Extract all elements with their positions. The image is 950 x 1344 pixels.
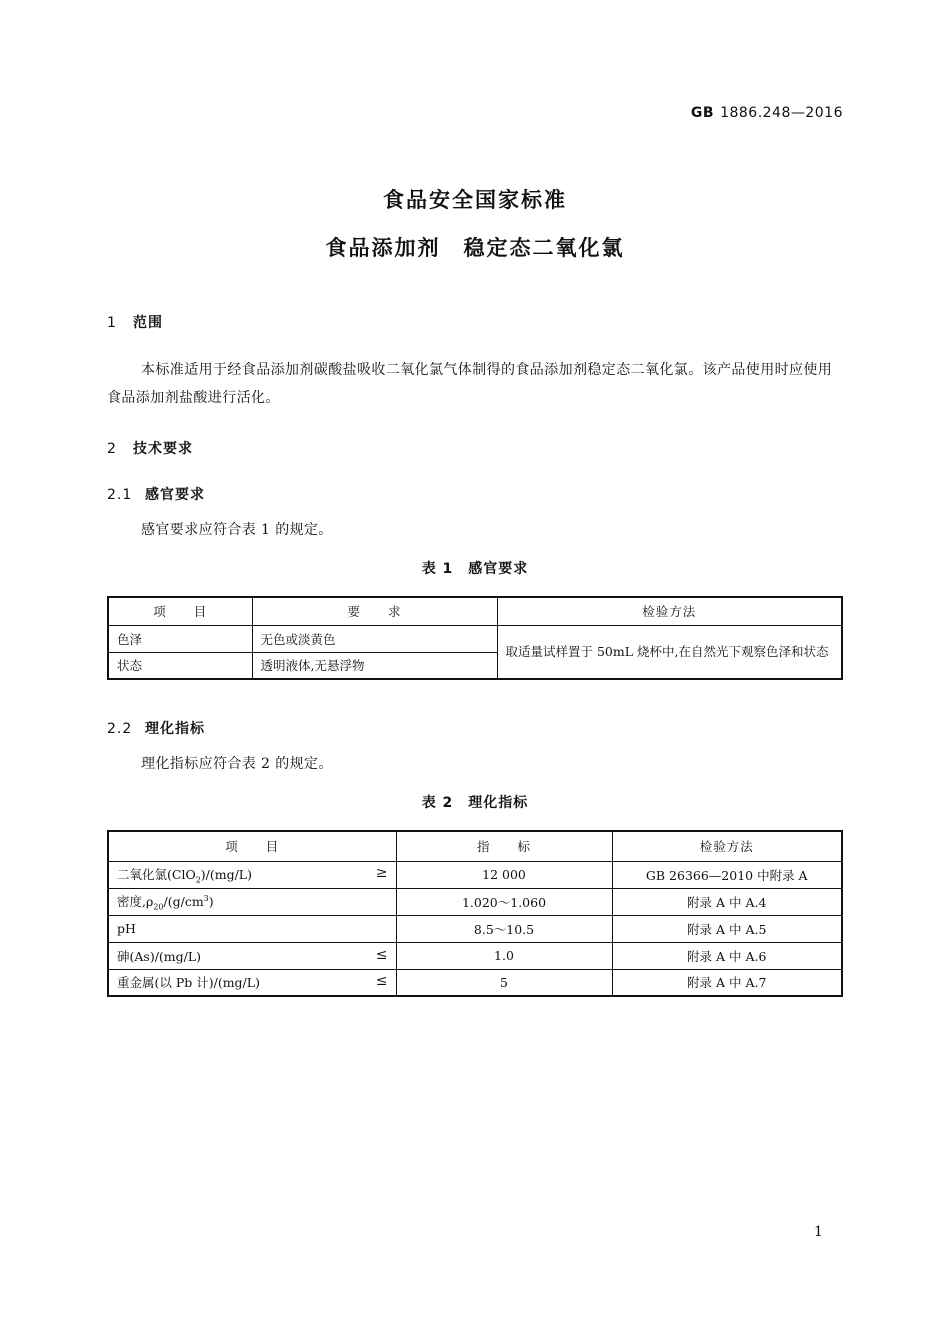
table-row (108, 915, 842, 942)
table-header: 指 标 (396, 831, 612, 861)
table-cell-method: 取适量试样置于 50mL 烧杯中,在自然光下观察色泽和状态 (497, 625, 842, 679)
table-row (108, 625, 842, 652)
table-cell-item (108, 969, 396, 996)
item-superscript: 3 (203, 893, 209, 903)
comparison-symbol: ≥ (375, 864, 388, 881)
table-header: 项 目 (108, 831, 396, 861)
table-cell-value: 5 (396, 969, 612, 996)
item-subscript: 20 (153, 902, 164, 912)
section-number: 2.1 (107, 487, 133, 503)
table-cell: 无色或淡黄色 (252, 625, 497, 652)
table-1 (107, 596, 843, 680)
table-cell-item (108, 888, 396, 915)
section-number: 1 (107, 315, 117, 331)
item-text: 二氧化氯(ClO (117, 866, 196, 882)
item-text: )/(mg/L) (200, 866, 252, 882)
comparison-symbol: ≤ (375, 973, 388, 990)
section-title: 感官要求 (145, 487, 205, 503)
table-cell-value: 12 000 (396, 861, 612, 888)
section-2-2-heading (107, 718, 205, 738)
section-title: 理化指标 (145, 721, 205, 737)
table-cell-item (108, 942, 396, 969)
document-subtitle: 食品添加剂 稳定态二氧化氯 (325, 236, 625, 260)
table-row (108, 942, 842, 969)
section-title: 范围 (133, 315, 163, 331)
item-text: 密度,ρ (117, 893, 154, 909)
standard-code (691, 105, 843, 121)
section-2-1-heading (107, 484, 205, 504)
table-header: 项 目 (108, 597, 252, 625)
section-2-1-text: 感官要求应符合表 1 的规定。 (141, 522, 333, 538)
section-number: 2.2 (107, 721, 133, 737)
section-2-heading (107, 438, 193, 458)
table-header: 检验方法 (497, 597, 842, 625)
section-2-2-text: 理化指标应符合表 2 的规定。 (141, 756, 333, 772)
table-header: 要 求 (252, 597, 497, 625)
table-cell: 色泽 (108, 625, 252, 652)
table-cell-value: 1.0 (396, 942, 612, 969)
table-cell-item (108, 861, 396, 888)
table-cell: 状态 (108, 652, 252, 679)
table-cell-item (108, 915, 396, 942)
table-cell-method: GB 26366—2010 中附录 A (612, 861, 842, 888)
table-1-caption: 表 1 感官要求 (421, 561, 529, 577)
table-header: 检验方法 (612, 831, 842, 861)
table-cell-value: 1.020～1.060 (396, 888, 612, 915)
section-number: 2 (107, 441, 117, 457)
table-2-caption: 表 2 理化指标 (421, 795, 529, 811)
standard-prefix: GB (690, 105, 715, 121)
item-text: pH (117, 921, 136, 936)
section-1-text: 本标准适用于经食品添加剂碳酸盐吸收二氧化氯气体制得的食品添加剂稳定态二氧化氯。该产品使用时应使用食品添加剂盐酸进行活化。 (107, 362, 833, 406)
table-2 (107, 830, 843, 997)
comparison-symbol: ≤ (375, 946, 388, 963)
table-row (108, 969, 842, 996)
page-number: 1 (814, 1224, 823, 1240)
table-cell-method: 附录 A 中 A.6 (612, 942, 842, 969)
item-subscript: 2 (195, 875, 201, 885)
item-text: 砷(As)/(mg/L) (117, 948, 202, 964)
section-title: 技术要求 (133, 441, 193, 457)
table-row (108, 861, 842, 888)
item-text: 重金属(以 Pb 计)/(mg/L) (117, 975, 260, 991)
item-text: /(g/cm (163, 893, 204, 909)
document-title: 食品安全国家标准 (383, 188, 567, 212)
item-text: ) (208, 893, 214, 909)
table-cell-method: 附录 A 中 A.4 (612, 888, 842, 915)
section-1-heading (107, 312, 163, 332)
table-cell: 透明液体,无悬浮物 (252, 652, 497, 679)
table-row (108, 888, 842, 915)
table-cell-method: 附录 A 中 A.7 (612, 969, 842, 996)
standard-number: 1886.248—2016 (720, 105, 843, 121)
table-cell-method: 附录 A 中 A.5 (612, 915, 842, 942)
table-cell-value: 8.5～10.5 (396, 915, 612, 942)
